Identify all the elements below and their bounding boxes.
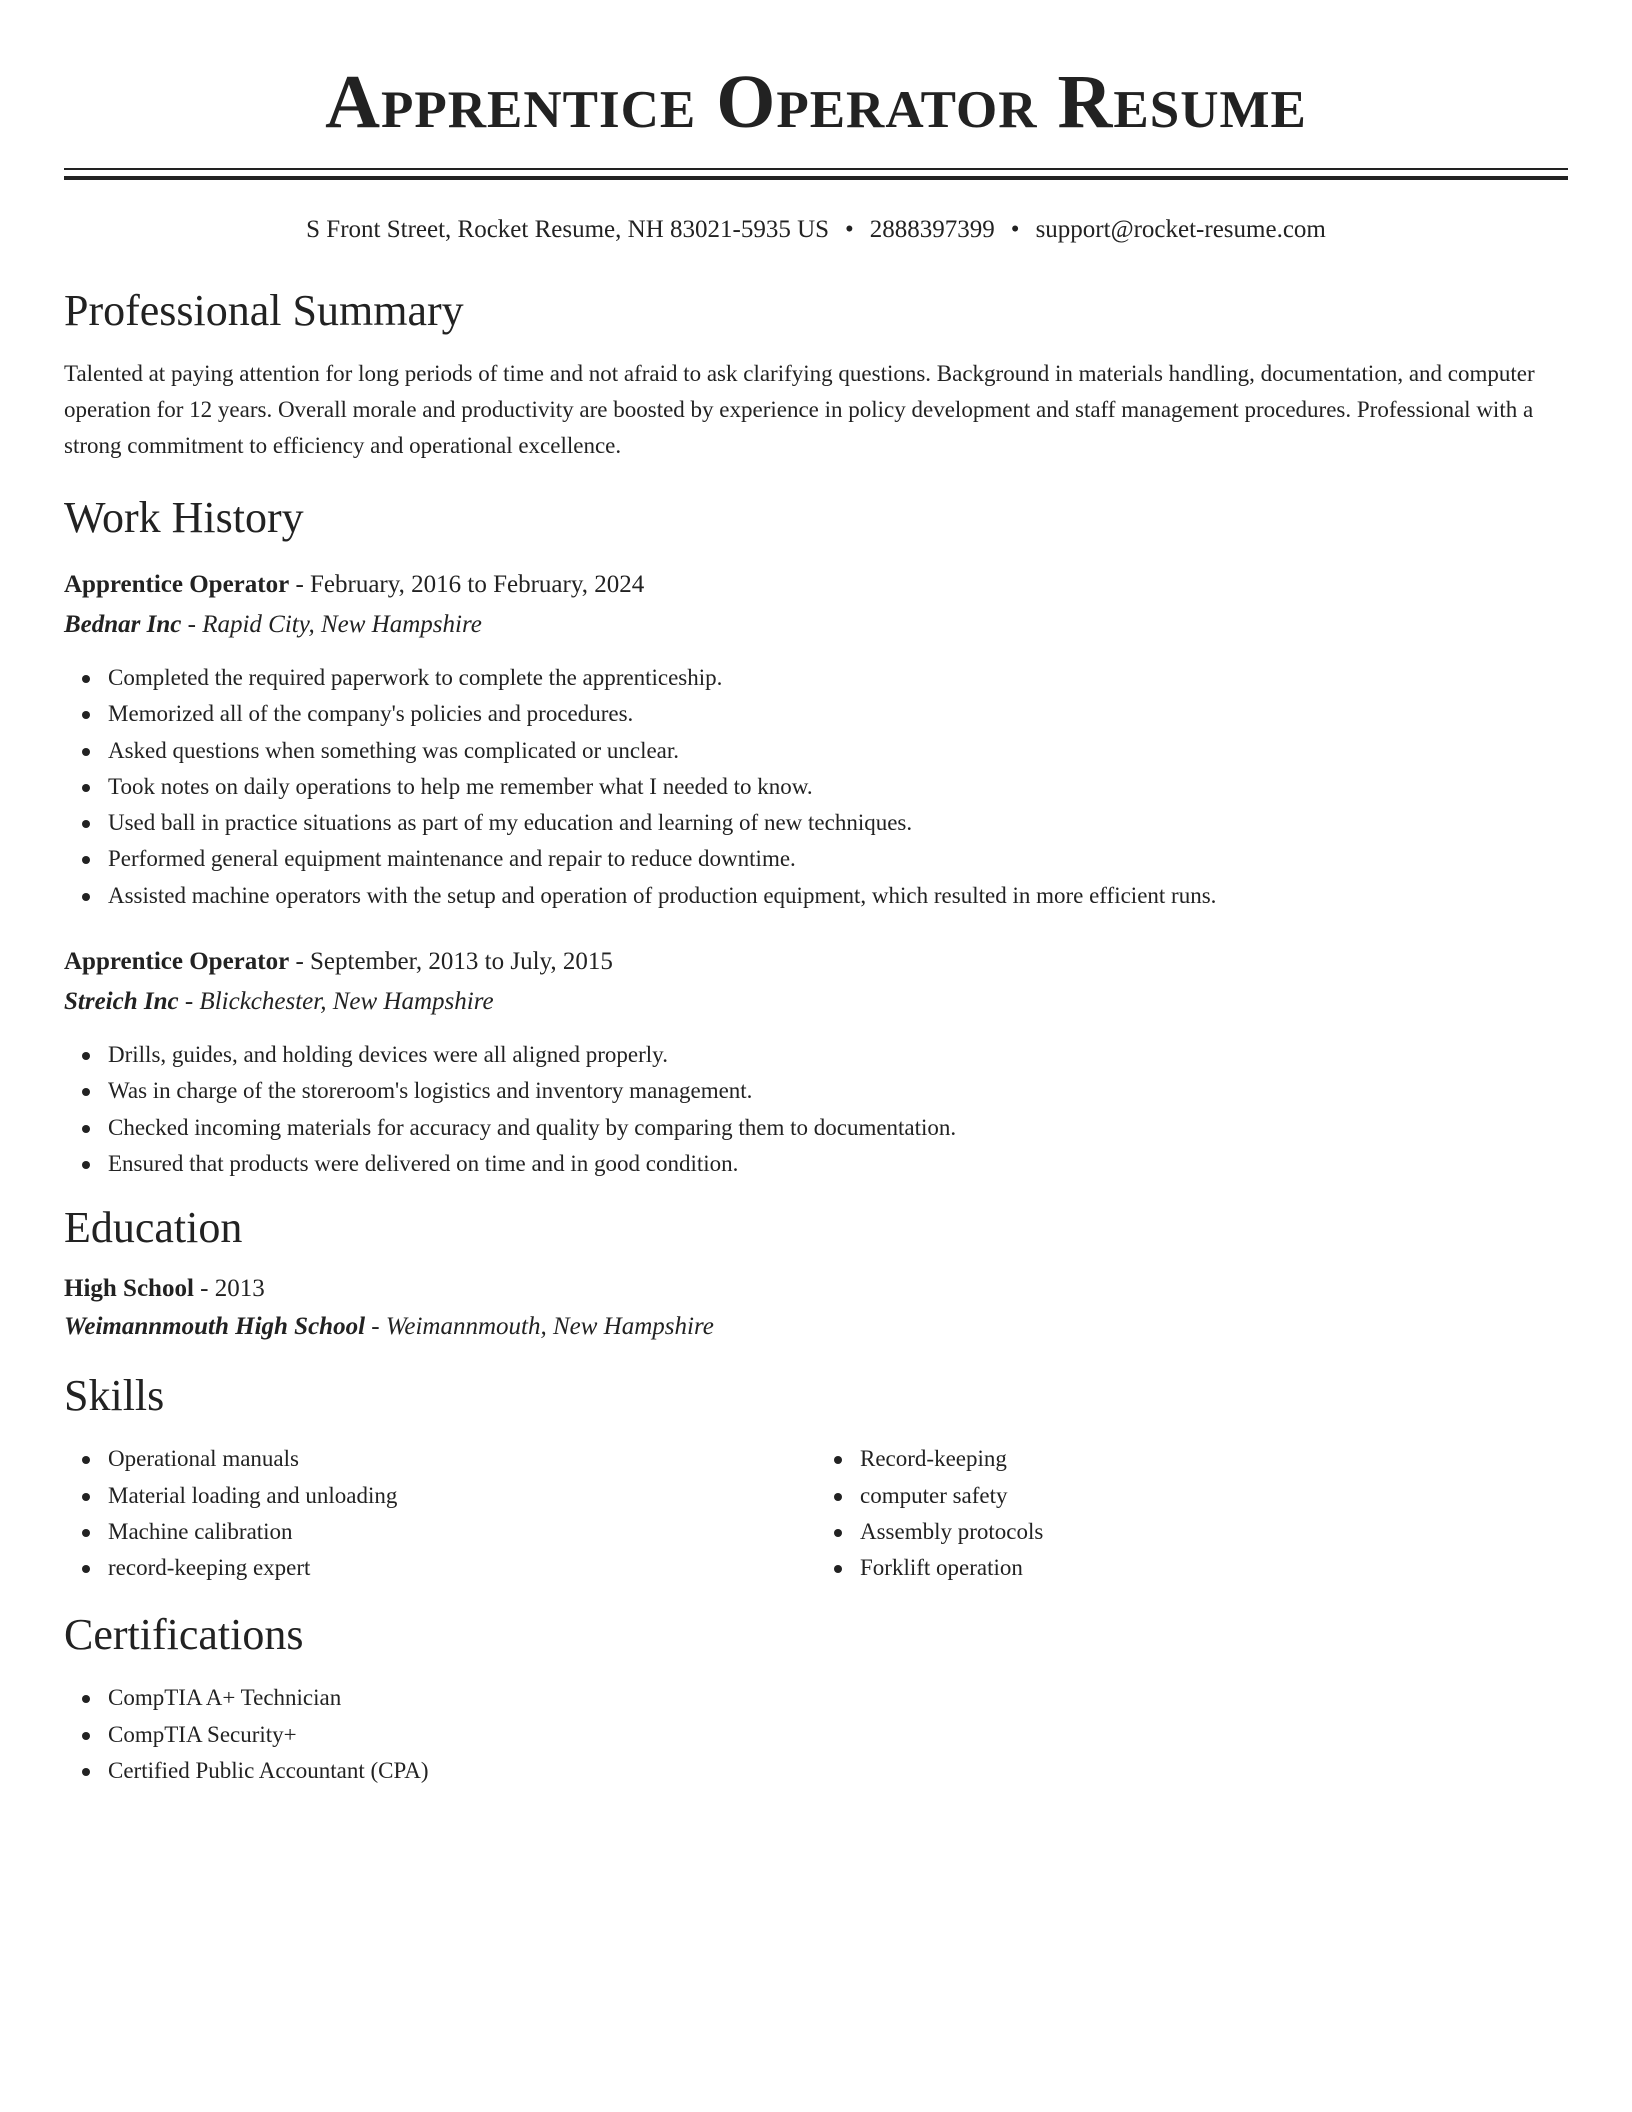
job-bullet: Drills, guides, and holding devices were all aligned properly. xyxy=(108,1037,1568,1073)
job-title: Apprentice Operator xyxy=(64,571,290,598)
job-title-line xyxy=(64,570,1568,600)
skills-column-left xyxy=(64,1441,816,1586)
resume-title: Apprentice Operator Resume xyxy=(325,60,1307,144)
job-bullet: Completed the required paperwork to complete the apprenticeship. xyxy=(108,660,1568,696)
job-entry xyxy=(64,570,1568,914)
education-degree: High School xyxy=(64,1275,194,1303)
education-school-line xyxy=(64,1312,1568,1342)
skill-item: Forklift operation xyxy=(860,1550,1568,1586)
resume-page xyxy=(64,0,1568,1789)
job-bullet: Took notes on daily operations to help me remember what I needed to know. xyxy=(108,769,1568,805)
certification-item: Certified Public Accountant (CPA) xyxy=(108,1753,1568,1789)
job-title-line xyxy=(64,947,1568,977)
job-bullet: Performed general equipment maintenance and repair to reduce downtime. xyxy=(108,841,1568,877)
title-rule-thin xyxy=(64,168,1568,170)
contact-phone: 2888397399 xyxy=(869,216,995,243)
education-location: - Weimannmouth, New Hampshire xyxy=(365,1313,714,1341)
education-heading: Education xyxy=(64,1203,243,1253)
certifications-heading: Certifications xyxy=(64,1610,304,1660)
summary-text: Talented at paying attention for long periods of time and not afraid to ask clarifying questions. Background in materials handling, documentation, and computer operation for 12 years. Overall morale and productivity are boosted by experience in policy development and staff management procedures. Professional with a strong commitment to efficiency and operational excellence. xyxy=(64,361,1535,458)
certifications-list xyxy=(64,1680,1568,1789)
skill-item: Record-keeping xyxy=(860,1441,1568,1477)
job-dates: - February, 2016 to February, 2024 xyxy=(289,571,645,598)
job-bullet: Assisted machine operators with the setup and operation of production equipment, which resulted in more efficient runs. xyxy=(108,878,1568,914)
certification-item: CompTIA A+ Technician xyxy=(108,1680,1568,1716)
job-bullets xyxy=(64,1037,1568,1182)
contact-separator: • xyxy=(845,216,854,243)
skill-item: Machine calibration xyxy=(108,1514,816,1550)
certification-item: CompTIA Security+ xyxy=(108,1717,1568,1753)
skill-item: Assembly protocols xyxy=(860,1514,1568,1550)
education-year: - 2013 xyxy=(193,1275,265,1303)
job-bullet: Asked questions when something was complicated or unclear. xyxy=(108,733,1568,769)
skill-item: Operational manuals xyxy=(108,1441,816,1477)
job-bullet: Was in charge of the storeroom's logistics and inventory management. xyxy=(108,1073,1568,1109)
job-bullet: Used ball in practice situations as part of my education and learning of new techniques. xyxy=(108,805,1568,841)
job-location: - Blickchester, New Hampshire xyxy=(178,988,494,1016)
skills-column-right xyxy=(816,1441,1568,1586)
job-title: Apprentice Operator xyxy=(64,948,290,976)
job-company-line xyxy=(64,987,1568,1017)
contact-address: S Front Street, Rocket Resume, NH 83021-5935 US xyxy=(306,216,830,243)
job-company: Bednar Inc xyxy=(64,611,182,638)
job-location: - Rapid City, New Hampshire xyxy=(181,611,482,638)
contact-line xyxy=(64,215,1568,245)
skills-heading: Skills xyxy=(64,1371,165,1421)
skill-item: computer safety xyxy=(860,1478,1568,1514)
skill-item: record-keeping expert xyxy=(108,1550,816,1586)
job-company-line xyxy=(64,610,1568,640)
education-school: Weimannmouth High School xyxy=(64,1313,366,1341)
contact-separator: • xyxy=(1010,216,1020,243)
job-bullet: Ensured that products were delivered on time and in good condition. xyxy=(108,1146,1568,1182)
job-dates: - September, 2013 to July, 2015 xyxy=(289,948,613,976)
job-entry xyxy=(64,947,1568,1182)
title-rule-thick xyxy=(64,176,1568,180)
job-bullet: Memorized all of the company's policies and procedures. xyxy=(108,696,1568,732)
job-company: Streich Inc xyxy=(64,988,179,1016)
job-bullet: Checked incoming materials for accuracy and quality by comparing them to documentation. xyxy=(108,1110,1568,1146)
education-degree-line xyxy=(64,1274,1568,1304)
job-bullets xyxy=(64,660,1568,914)
skill-item: Material loading and unloading xyxy=(108,1478,816,1514)
contact-email: support@rocket-resume.com xyxy=(1035,216,1326,243)
work-history-heading: Work History xyxy=(64,493,304,542)
skills-grid xyxy=(64,1441,1568,1586)
summary-heading: Professional Summary xyxy=(64,286,464,335)
